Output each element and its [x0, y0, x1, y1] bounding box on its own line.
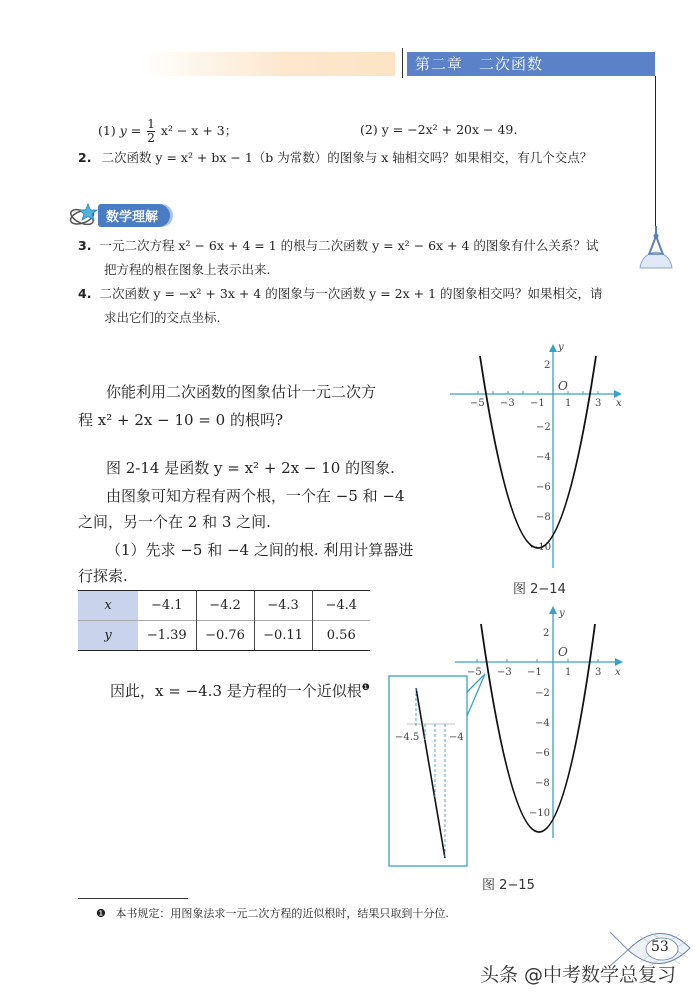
svg-text:−6: −6	[535, 748, 550, 759]
svg-text:O: O	[558, 645, 568, 659]
figure-2-14-caption: 图 2−14	[513, 582, 566, 597]
svg-text:−4.5: −4.5	[395, 732, 420, 743]
svg-text:−10: −10	[529, 808, 551, 819]
paragraph-3-line-2: 行探索.	[78, 567, 128, 585]
svg-text:O: O	[558, 379, 568, 393]
paragraph-2-line-2: 之间，另一个在 2 和 3 之间.	[78, 513, 271, 531]
exercise-3: 3. 一元二次方程 x² − 6x + 4 = 1 的根与二次函数 y = x² − 6x + 4 的图象有什么关系？试 把方程的根在图象上表示出来.	[78, 238, 599, 277]
exercise-4: 4. 二次函数 y = −x² + 3x + 4 的图象与一次函数 y = 2x + 1 的图象相交吗？如果相交，请 求出它们的交点坐标.	[78, 286, 603, 325]
svg-text:2: 2	[544, 360, 551, 371]
svg-text:y: y	[558, 342, 564, 353]
question-line-2: 程 x² + 2x − 10 = 0 的根吗?	[78, 411, 283, 429]
svg-text:−2: −2	[535, 688, 550, 699]
paragraph-2-line-1: 由图象可知方程有两个根，一个在 −5 和 −4	[106, 487, 405, 505]
svg-text:−1: −1	[527, 667, 542, 678]
margin-rule	[655, 76, 656, 228]
svg-text:−5: −5	[467, 667, 482, 678]
figure-2-14-graph	[450, 340, 640, 585]
footnote-rule	[78, 898, 188, 899]
section-badge-label: 数学理解	[98, 204, 170, 227]
question-line-1: 你能利用二次函数的图象估计一元二次方	[106, 383, 377, 401]
svg-text:−4: −4	[449, 732, 464, 743]
svg-text:y: y	[559, 608, 565, 619]
header-divider	[402, 48, 403, 78]
svg-text:−2: −2	[536, 422, 551, 433]
svg-text:x: x	[615, 667, 621, 678]
svg-text:1: 1	[565, 398, 572, 409]
svg-text:−6: −6	[536, 482, 551, 493]
svg-text:−4: −4	[536, 452, 551, 463]
svg-text:1: 1	[565, 667, 572, 678]
svg-text:x: x	[616, 398, 622, 409]
table-row: y −1.39 −0.76 −0.11 0.56	[78, 621, 370, 651]
svg-text:−3: −3	[497, 667, 512, 678]
chapter-title: 第二章 二次函数	[407, 52, 655, 76]
paragraph-3-line-1: （1）先求 −5 和 −4 之间的根. 利用计算器进	[106, 541, 414, 559]
table-row: x −4.1 −4.2 −4.3 −4.4	[78, 591, 370, 621]
paragraph-1: 图 2-14 是函数 y = x² + 2x − 10 的图象.	[106, 459, 395, 477]
figure-2-15-caption: 图 2−15	[482, 878, 535, 893]
star-atom-icon	[68, 202, 102, 228]
svg-text:3: 3	[595, 398, 602, 409]
svg-text:−8: −8	[536, 512, 551, 523]
exercise-1-part-2: (2) y = −2x² + 20x − 49.	[360, 122, 518, 137]
svg-text:−1: −1	[530, 398, 545, 409]
header-gradient-bar	[140, 52, 395, 76]
page-number: 53	[651, 939, 669, 955]
svg-text:−8: −8	[535, 778, 550, 789]
value-table	[78, 590, 370, 651]
figure-2-15-graph	[385, 600, 640, 870]
exercise-1-part-1: (1) y = $\frac{1}{2}$ x² − x + 3；	[98, 117, 238, 145]
compass-icon	[636, 224, 676, 274]
svg-text:2: 2	[543, 628, 550, 639]
section-badge	[68, 202, 170, 228]
watermark: 头条 @中考数学总复习	[480, 964, 677, 986]
svg-text:3: 3	[595, 667, 602, 678]
svg-text:−3: −3	[500, 398, 515, 409]
fraction: $\frac{1}{2}$	[147, 117, 155, 145]
exercise-2: 2. 二次函数 y = x² + bx − 1（b 为常数）的图象与 x 轴相交吗？如果相交，有几个交点？	[78, 150, 593, 165]
svg-text:−10: −10	[530, 542, 552, 553]
conclusion: 因此，x = −4.3 是方程的一个近似根$^❶$	[110, 682, 370, 700]
footnote: ❶ 本书规定：用图象法求一元二次方程的近似根时，结果只取到十分位.	[96, 907, 449, 920]
svg-text:−5: −5	[470, 398, 485, 409]
svg-text:−4: −4	[535, 718, 550, 729]
